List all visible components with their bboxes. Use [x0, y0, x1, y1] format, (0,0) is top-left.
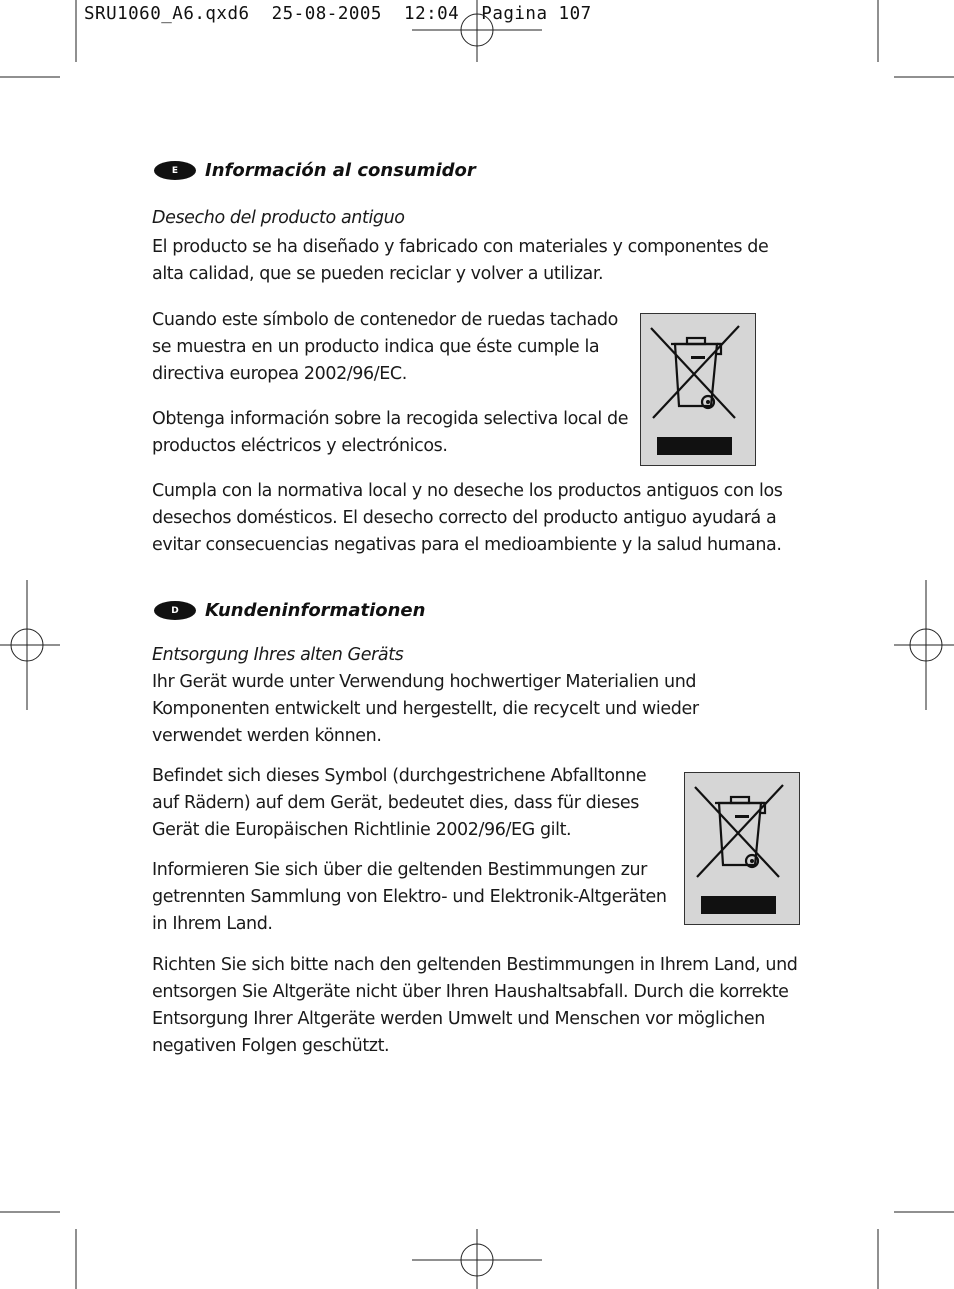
- section-title: Kundeninformationen: [205, 600, 426, 621]
- language-badge: E: [154, 161, 196, 180]
- section-subtitle: Entsorgung Ihres alten Geräts: [152, 645, 404, 665]
- intro-paragraph: Ihr Gerät wurde unter Verwendung hochwertiger Materialien und Komponenten entwickelt und hergestellt, die recycelt und wieder verwendet werden können.: [152, 672, 699, 746]
- registration-mark-bottom: [412, 1229, 542, 1289]
- symbol-paragraph: Cuando este símbolo de contenedor de ruedas tachado se muestra en un producto indica que éste cumple la directiva europea 2002/96/EC.: [152, 310, 618, 384]
- section-header-es: [154, 160, 476, 181]
- print-slug: SRU1060_A6.qxd6 25-08-2005 12:04 Pagina 107: [84, 4, 592, 24]
- crossed-out-wheelie-bin-icon: [640, 313, 756, 466]
- section-subtitle: Desecho del producto antiguo: [152, 208, 405, 228]
- collection-paragraph: Informieren Sie sich über die geltenden Bestimmungen zur getrennten Sammlung von Elektro- und Elektronik-Altgeräten in Ihrem Land.: [152, 860, 667, 934]
- registration-mark-left: [0, 580, 60, 710]
- intro-paragraph: El producto se ha diseñado y fabricado con materiales y componentes de alta calidad, que se pueden reciclar y volver a utilizar.: [152, 237, 769, 284]
- registration-mark-top: [412, 0, 542, 62]
- language-badge: D: [154, 601, 196, 620]
- section-title: Información al consumidor: [205, 160, 476, 181]
- collection-paragraph: Obtenga información sobre la recogida selectiva local de productos eléctricos y electrónicos.: [152, 409, 629, 456]
- closing-paragraph: Cumpla con la normativa local y no deseche los productos antiguos con los desechos domésticos. El desecho correcto del producto antiguo ayudará a evitar consecuencias negativas para el medioambiente y la salud humana.: [152, 481, 783, 555]
- closing-paragraph: Richten Sie sich bitte nach den geltenden Bestimmungen in Ihrem Land, und entsorgen Sie Altgeräte nicht über Ihren Haushaltsabfall. Durch die korrekte Entsorgung Ihrer Altgeräte werden Umwelt und Menschen vor möglichen negativen Folgen geschützt.: [152, 955, 798, 1056]
- symbol-paragraph: Befindet sich dieses Symbol (durchgestrichene Abfalltonne auf Rädern) auf dem Gerät, bedeutet dies, dass für dieses Gerät die Europäischen Richtlinie 2002/96/EG gilt.: [152, 766, 647, 840]
- crossed-out-wheelie-bin-icon: [684, 772, 800, 925]
- section-header-de: [154, 600, 425, 621]
- registration-mark-right: [894, 580, 954, 710]
